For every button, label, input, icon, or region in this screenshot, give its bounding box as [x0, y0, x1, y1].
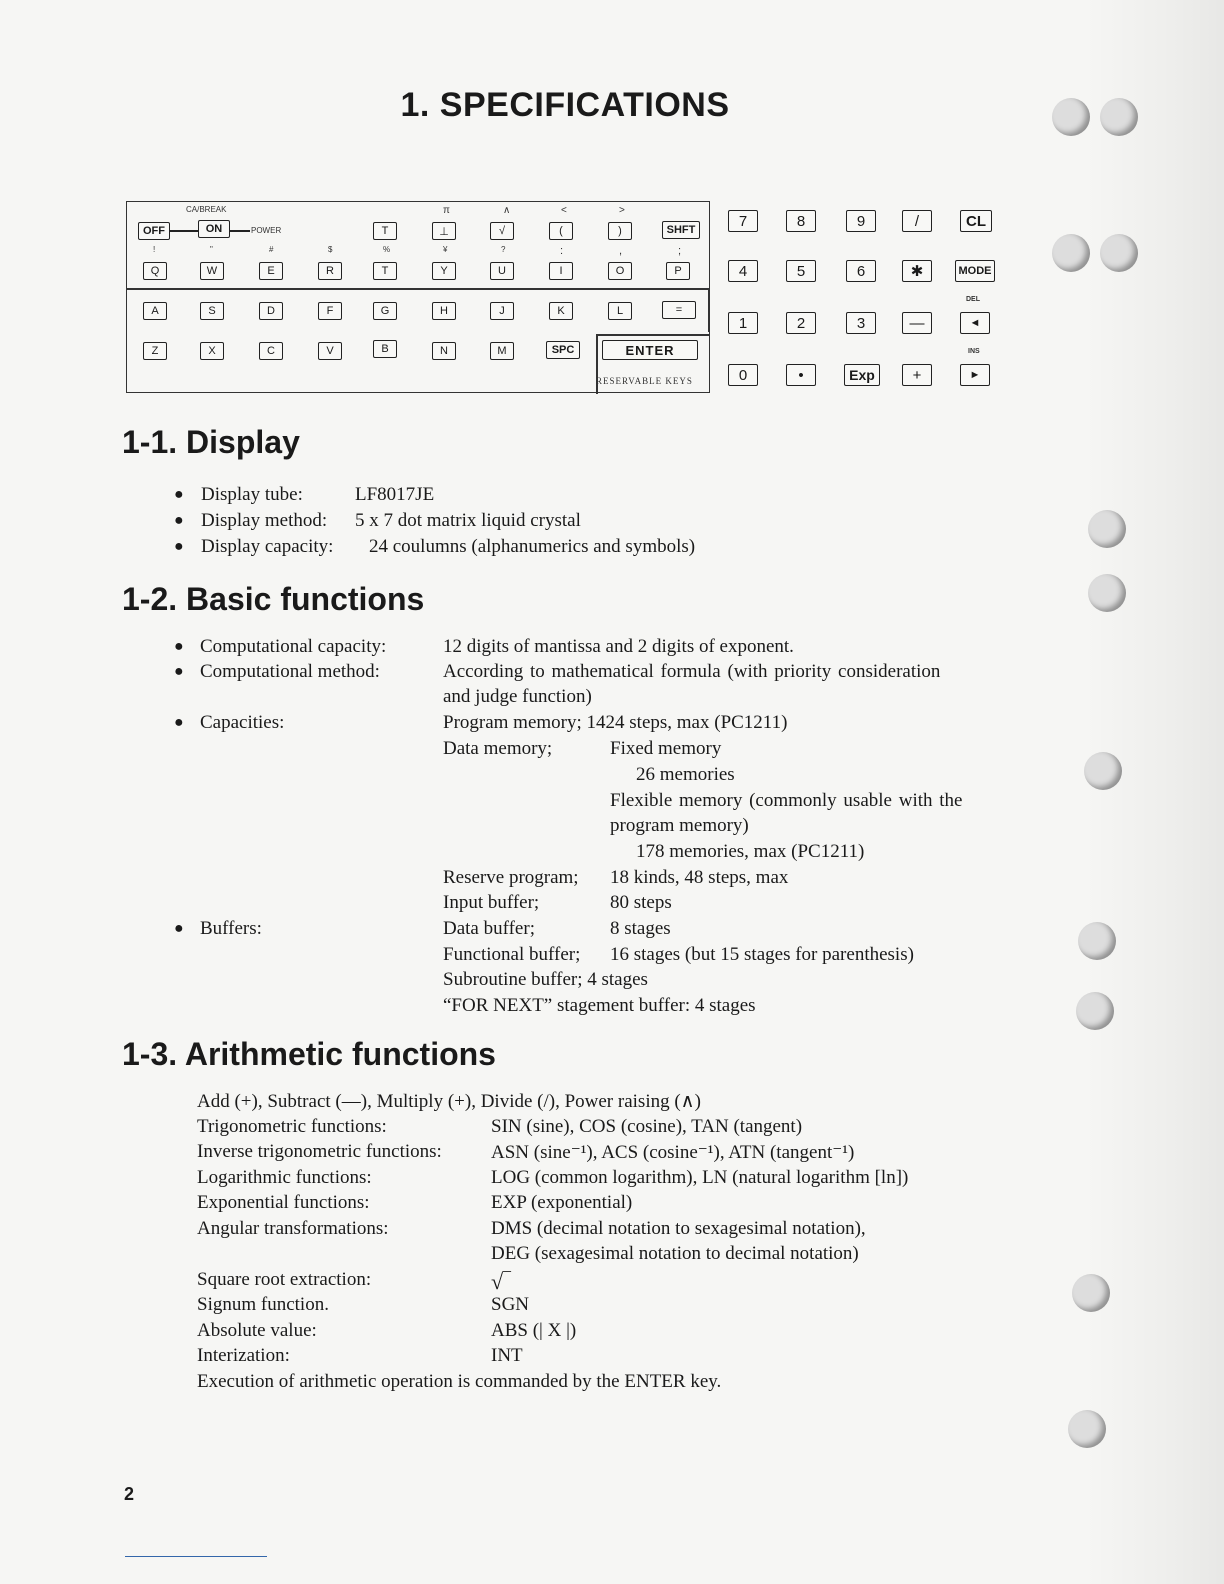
- display-tube-value: LF8017JE: [355, 484, 435, 505]
- key-9[interactable]: 9: [846, 210, 876, 232]
- b-key[interactable]: B: [373, 340, 397, 358]
- computational-method-line2: and judge function): [443, 686, 592, 707]
- y-key[interactable]: Y: [432, 262, 456, 280]
- display-capacity-label: Display capacity:: [201, 536, 334, 557]
- page-title: 1. SPECIFICATIONS: [400, 86, 730, 124]
- off-on-link: [170, 230, 198, 232]
- shift-label-w: ": [210, 245, 213, 254]
- space-key[interactable]: SPC: [546, 341, 580, 359]
- trig-label: Trigonometric functions:: [197, 1116, 387, 1137]
- input-buffer-label: Input buffer;: [443, 892, 540, 913]
- power-label: POWER: [251, 226, 282, 235]
- shift-label-t: %: [383, 245, 391, 254]
- signum-label: Signum function.: [197, 1294, 329, 1315]
- abs-value: ABS (| X |): [491, 1320, 577, 1341]
- flexible-memory-line2: program memory): [610, 815, 749, 836]
- key-0[interactable]: 0: [728, 364, 758, 386]
- sqrt-key[interactable]: √: [490, 222, 514, 240]
- close-paren-key[interactable]: ): [608, 222, 632, 240]
- shift-label-o: ,: [619, 245, 623, 257]
- int-value: INT: [491, 1345, 523, 1366]
- footer-rule: [125, 1556, 267, 1557]
- r-key[interactable]: R: [318, 262, 342, 280]
- key-8[interactable]: 8: [786, 210, 816, 232]
- i-key[interactable]: I: [549, 262, 573, 280]
- basic-functions-heading: 1-2. Basic functions: [122, 581, 425, 617]
- subroutine-buffer: Subroutine buffer; 4 stages: [443, 969, 648, 990]
- perp-key[interactable]: ⊥: [432, 222, 456, 240]
- buffers-label: Buffers:: [200, 918, 262, 939]
- display-capacity-value: 24 coulumns (alphanumerics and symbols): [369, 536, 696, 557]
- flexible-memory-count: 178 memories, max (PC1211): [636, 841, 865, 862]
- pi-label: π: [443, 205, 450, 216]
- exp-label: Exponential functions:: [197, 1192, 370, 1213]
- z-key[interactable]: Z: [143, 342, 167, 360]
- gt-label: >: [619, 205, 625, 216]
- bullet-icon: ●: [174, 663, 184, 680]
- bullet-icon: ●: [174, 486, 184, 503]
- s-key[interactable]: S: [200, 302, 224, 320]
- shift-label-i: :: [560, 245, 564, 257]
- data-buffer-label: Data buffer;: [443, 918, 535, 939]
- t-key[interactable]: T: [373, 262, 397, 280]
- d-key[interactable]: D: [259, 302, 283, 320]
- binder-shadow: [1084, 0, 1224, 1584]
- w-key[interactable]: W: [200, 262, 224, 280]
- shift-key[interactable]: SHFT: [662, 221, 700, 239]
- h-key[interactable]: H: [432, 302, 456, 320]
- angular-value-deg: DEG (sexagesimal notation to decimal notation): [491, 1243, 859, 1264]
- on-key[interactable]: ON: [198, 220, 230, 238]
- arithmetic-heading: 1-3. Arithmetic functions: [122, 1036, 496, 1072]
- e-key[interactable]: E: [259, 262, 283, 280]
- shift-label-q: !: [153, 245, 156, 254]
- j-key[interactable]: J: [490, 302, 514, 320]
- minus-key[interactable]: —: [902, 312, 932, 334]
- off-key[interactable]: OFF: [138, 222, 170, 240]
- functional-buffer-value: 16 stages (but 15 stages for parenthesis): [610, 944, 914, 965]
- shift-label-e: #: [269, 245, 274, 254]
- exp-key[interactable]: Exp: [844, 364, 880, 386]
- for-next-buffer: “FOR NEXT” stagement buffer: 4 stages: [443, 995, 756, 1016]
- keyboard-right-edge: [708, 288, 710, 332]
- clear-key[interactable]: CL: [960, 210, 992, 232]
- key-6[interactable]: 6: [846, 260, 876, 282]
- x-key[interactable]: X: [200, 342, 224, 360]
- ins-label: INS: [968, 348, 980, 355]
- fixed-memory: Fixed memory: [610, 738, 722, 759]
- inverse-trig-value: ASN (sine⁻¹), ACS (cosine⁻¹), ATN (tangent⁻¹): [491, 1142, 855, 1163]
- fixed-memory-count: 26 memories: [636, 764, 735, 785]
- l-key[interactable]: L: [608, 302, 632, 320]
- shift-label-p: ;: [678, 245, 682, 257]
- page-number: 2: [124, 1484, 135, 1504]
- m-key[interactable]: M: [490, 342, 514, 360]
- plus-key[interactable]: +: [902, 364, 932, 386]
- caret-label: ∧: [503, 205, 511, 216]
- display-tube-label: Display tube:: [201, 484, 303, 505]
- display-method-label: Display method:: [201, 510, 328, 531]
- reserve-program-value: 18 kinds, 48 steps, max: [610, 867, 789, 888]
- bullet-icon: ●: [174, 512, 184, 529]
- o-key[interactable]: O: [608, 262, 632, 280]
- reservable-top-line: [596, 334, 710, 336]
- display-heading: 1-1. Display: [122, 424, 300, 460]
- key-3[interactable]: 3: [846, 312, 876, 334]
- arithmetic-footer: Execution of arithmetic operation is commanded by the ENTER key.: [197, 1371, 722, 1392]
- sqrt-symbol: √‾: [491, 1269, 511, 1294]
- functional-buffer-label: Functional buffer;: [443, 944, 581, 965]
- inverse-trig-label: Inverse trigonometric functions:: [197, 1141, 442, 1162]
- key-2[interactable]: 2: [786, 312, 816, 334]
- flexible-memory-line1: Flexible memory (commonly usable with the: [610, 790, 963, 811]
- lt-label: <: [561, 205, 567, 216]
- p-key[interactable]: P: [666, 262, 690, 280]
- data-buffer-value: 8 stages: [610, 918, 671, 939]
- angular-value-dms: DMS (decimal notation to sexagesimal notation),: [491, 1218, 866, 1239]
- right-arrow-key[interactable]: ►: [960, 364, 990, 386]
- equals-key[interactable]: =: [662, 301, 696, 319]
- angular-label: Angular transformations:: [197, 1218, 389, 1239]
- f-key[interactable]: F: [318, 302, 342, 320]
- t-shift-key[interactable]: T: [373, 222, 397, 240]
- capacities-label: Capacities:: [200, 712, 285, 733]
- ca-break-label: CA/BREAK: [186, 205, 227, 214]
- bullet-icon: ●: [174, 638, 184, 655]
- computational-capacity-label: Computational capacity:: [200, 636, 387, 657]
- int-label: Interization:: [197, 1345, 290, 1366]
- data-memory-label: Data memory;: [443, 738, 553, 759]
- shift-label-r: $: [328, 245, 333, 254]
- shift-label-u: ?: [501, 245, 506, 254]
- program-memory: Program memory; 1424 steps, max (PC1211): [443, 712, 788, 733]
- divide-key[interactable]: /: [902, 210, 932, 232]
- display-method-value: 5 x 7 dot matrix liquid crystal: [355, 510, 581, 531]
- bullet-icon: ●: [174, 538, 184, 555]
- key-1[interactable]: 1: [728, 312, 758, 334]
- key-5[interactable]: 5: [786, 260, 816, 282]
- computational-method-label: Computational method:: [200, 661, 380, 682]
- on-power-link: [230, 230, 250, 232]
- enter-key[interactable]: ENTER: [602, 340, 698, 360]
- keyboard-divider: [126, 288, 710, 290]
- u-key[interactable]: U: [490, 262, 514, 280]
- c-key[interactable]: C: [259, 342, 283, 360]
- open-paren-key[interactable]: (: [549, 222, 573, 240]
- del-label: DEL: [966, 296, 980, 303]
- key-4[interactable]: 4: [728, 260, 758, 282]
- a-key[interactable]: A: [143, 302, 167, 320]
- left-arrow-key[interactable]: ◄: [960, 312, 990, 334]
- n-key[interactable]: N: [432, 342, 456, 360]
- g-key[interactable]: G: [373, 302, 397, 320]
- bullet-icon: ●: [174, 714, 184, 731]
- arithmetic-intro: Add (+), Subtract (—), Multiply (+), Divide (/), Power raising (∧): [197, 1091, 701, 1112]
- log-label: Logarithmic functions:: [197, 1167, 372, 1188]
- multiply-key[interactable]: ✱: [902, 260, 932, 282]
- key-7[interactable]: 7: [728, 210, 758, 232]
- signum-value: SGN: [491, 1294, 530, 1315]
- trig-value: SIN (sine), COS (cosine), TAN (tangent): [491, 1116, 803, 1137]
- reserve-program-label: Reserve program;: [443, 867, 579, 888]
- v-key[interactable]: V: [318, 342, 342, 360]
- exp-value: EXP (exponential): [491, 1192, 633, 1213]
- input-buffer-value: 80 steps: [610, 892, 672, 913]
- q-key[interactable]: Q: [143, 262, 167, 280]
- k-key[interactable]: K: [549, 302, 573, 320]
- bullet-icon: ●: [174, 920, 184, 937]
- reservable-keys-label: RESERVABLE KEYS: [596, 376, 693, 386]
- decimal-key[interactable]: •: [786, 364, 816, 386]
- shift-label-y: ¥: [443, 245, 448, 254]
- log-value: LOG (common logarithm), LN (natural logarithm [ln]): [491, 1167, 909, 1188]
- sqrt-label: Square root extraction:: [197, 1269, 372, 1290]
- abs-label: Absolute value:: [197, 1320, 317, 1341]
- computational-method-line1: According to mathematical formula (with priority consideration: [443, 661, 941, 682]
- computational-capacity-value: 12 digits of mantissa and 2 digits of exponent.: [443, 636, 794, 657]
- mode-key[interactable]: MODE: [955, 260, 995, 282]
